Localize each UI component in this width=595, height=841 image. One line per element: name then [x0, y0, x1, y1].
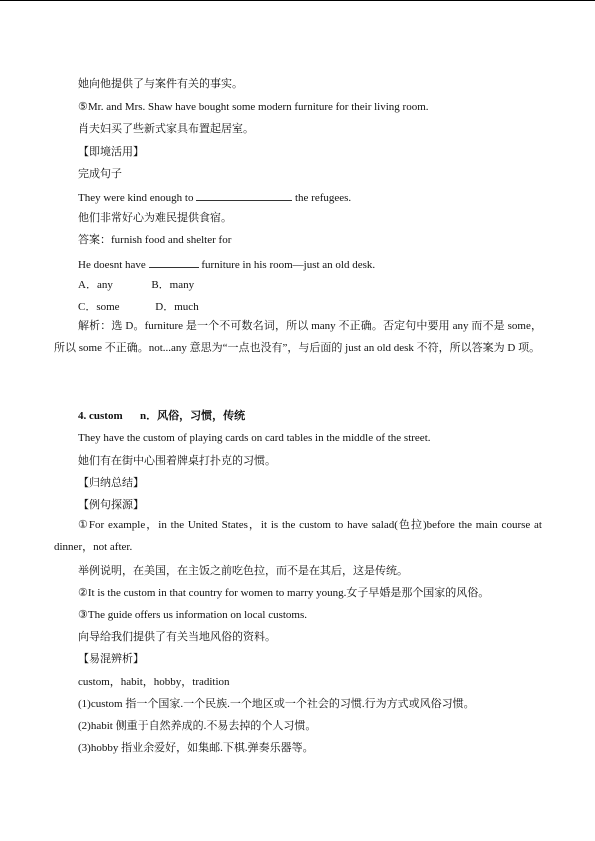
example-sentence: ③The guide offers us information on local customs. [78, 609, 308, 621]
text-line: 他们非常好心为难民提供食宿。 [78, 212, 232, 224]
options-line: C．some D．much [78, 301, 199, 313]
example-paragraph: ①For example，in the United States，it is the custom to have salad(色拉)before the main course at dinner，not after. [54, 519, 542, 553]
explanation-paragraph: 解析：选 D。furniture 是一个不可数名词，所以 many 不正确。否定句中要用 any 而不是 some，所以 some 不正确。not...any 意思为“一点也没有”，与后面的 just an old desk 不符，所以答案为 D 项。 [54, 320, 542, 354]
section-label: 【例句探源】 [78, 499, 144, 511]
text-line: 向导给我们提供了有关当地风俗的资料。 [78, 631, 276, 643]
list-item: (1)custom 指一个国家.一个民族.一个地区或一个社会的习惯.行为方式或风俗习惯。 [78, 698, 475, 710]
sentence-start: They were kind enough to [78, 192, 197, 204]
section-label: 【归纳总结】 [78, 477, 144, 489]
example-sentence: They have the custom of playing cards on card tables in the middle of the street. [78, 432, 431, 444]
sentence-end: the refugees. [292, 192, 352, 204]
text-line: 她们有在街中心围着牌桌打扑克的习惯。 [78, 455, 276, 467]
answer-line: 答案：furnish food and shelter for [78, 234, 232, 246]
text-line: 完成句子 [78, 168, 122, 180]
section-label: 【即境活用】 [78, 146, 144, 158]
section-label: 【易混辨析】 [78, 653, 144, 665]
vocab-word: 4. custom [78, 410, 123, 422]
answer-blank [149, 256, 199, 268]
options-line: A．any B．many [78, 279, 195, 291]
example-sentence: ⑤Mr. and Mrs. Shaw have bought some modern furniture for their living room. [78, 101, 429, 113]
vocab-definition: n．风俗，习惯，传统 [140, 410, 246, 422]
text-line: 肖夫妇买了些新式家具布置起居室。 [78, 123, 254, 135]
list-item: (2)habit 侧重于自然养成的.不易去掉的个人习惯。 [78, 720, 317, 732]
answer-blank [196, 189, 292, 201]
list-item: (3)hobby 指业余爱好，如集邮.下棋.弹奏乐器等。 [78, 742, 314, 754]
fill-blank-sentence [78, 189, 548, 205]
example-sentence: ②It is the custom in that country for women to marry young.女子早婚是那个国家的风俗。 [78, 587, 490, 599]
vocab-heading [78, 409, 548, 423]
text-line: 她向他提供了与案件有关的事实。 [78, 78, 243, 90]
question-sentence [78, 256, 548, 272]
top-rule [0, 0, 595, 1]
text-line: custom，habit，hobby，tradition [78, 676, 230, 688]
sentence-start: He doesnt have [78, 259, 149, 271]
sentence-end: furniture in his room—just an old desk. [198, 259, 376, 271]
text-line: 举例说明，在美国，在主饭之前吃色拉，而不是在其后，这是传统。 [78, 565, 408, 577]
